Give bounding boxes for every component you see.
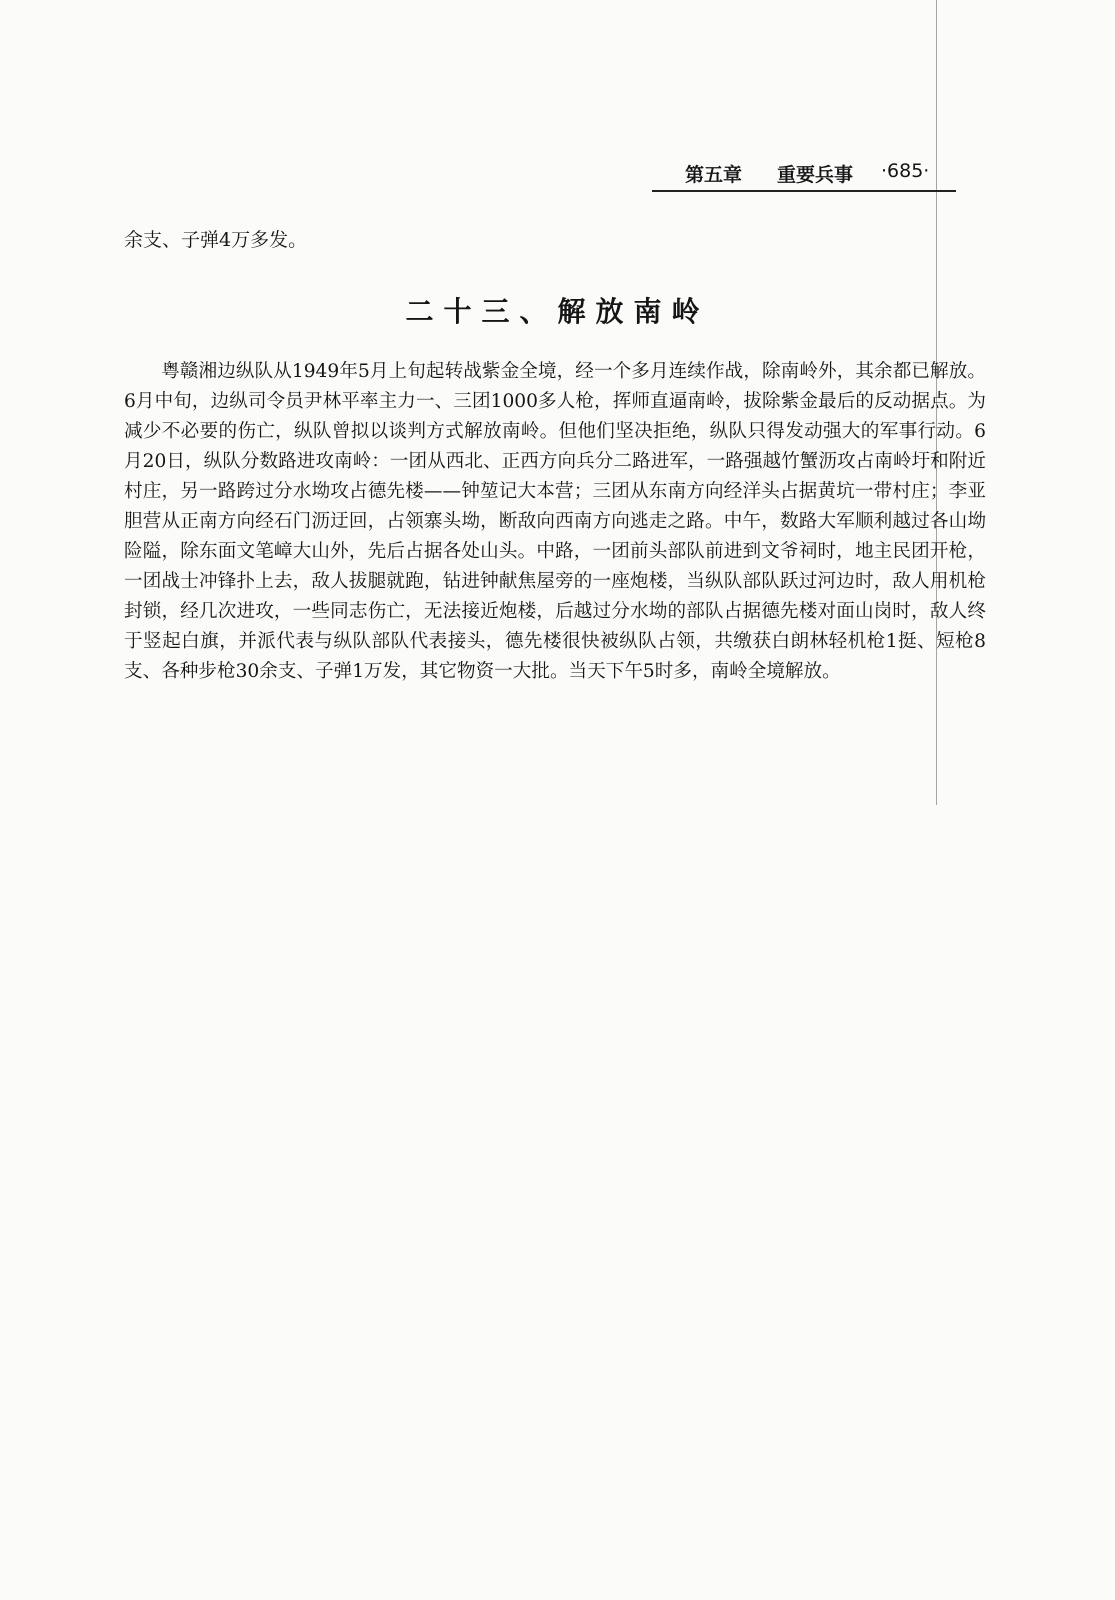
header-chapter: 第五章: [685, 164, 743, 186]
header-section: 重要兵事: [777, 164, 854, 186]
section-title: 二十三、解放南岭: [405, 295, 710, 328]
running-header: [655, 156, 955, 192]
header-rule: [652, 190, 956, 192]
continuation-text: 余支、子弹4万多发。: [124, 229, 308, 251]
body-paragraph: 粤赣湘边纵队从1949年5月上旬起转战紫金全境，经一个多月连续作战，除南岭外，其余都已解放。6月中旬，边纵司令员尹林平率主力一、三团1000多人枪，挥师直逼南岭，拔除紫金最后的反动据点。为减少不必要的伤亡，纵队曾拟以谈判方式解放南岭。但他们坚决拒绝，纵队只得发动强大的军事行动。6月20日，纵队分数路进攻南岭：一团从西北、正西方向兵分二路进军，一路强越竹蟹沥攻占南岭圩和附近村庄，另一路跨过分水坳攻占德先楼——钟堃记大本营；三团从东南方向经洋头占据黄坑一带村庄；李亚胆营从正南方向经石门沥迂回，占领寨头坳，断敌向西南方向逃走之路。中午，数路大军顺利越过各山坳险隘，除东面文笔嶂大山外，先后占据各处山头。中路，一团前头部队前进到文爷祠时，地主民团开枪，一团战士冲锋扑上去，敌人拔腿就跑，钻进钟献焦屋旁的一座炮楼，当纵队部队跃过河边时，敌人用机枪封锁，经几次进攻，一些同志伤亡，无法接近炮楼，后越过分水坳的部队占据德先楼对面山岗时，敌人终于竖起白旗，并派代表与纵队部队代表接头，德先楼很快被纵队占领，共缴获白朗林轻机枪1挺、短枪8支、各种步枪30余支、子弹1万发，其它物资一大批。当天下午5时多，南岭全境解放。: [124, 361, 986, 682]
page-number: ·685·: [881, 160, 930, 182]
